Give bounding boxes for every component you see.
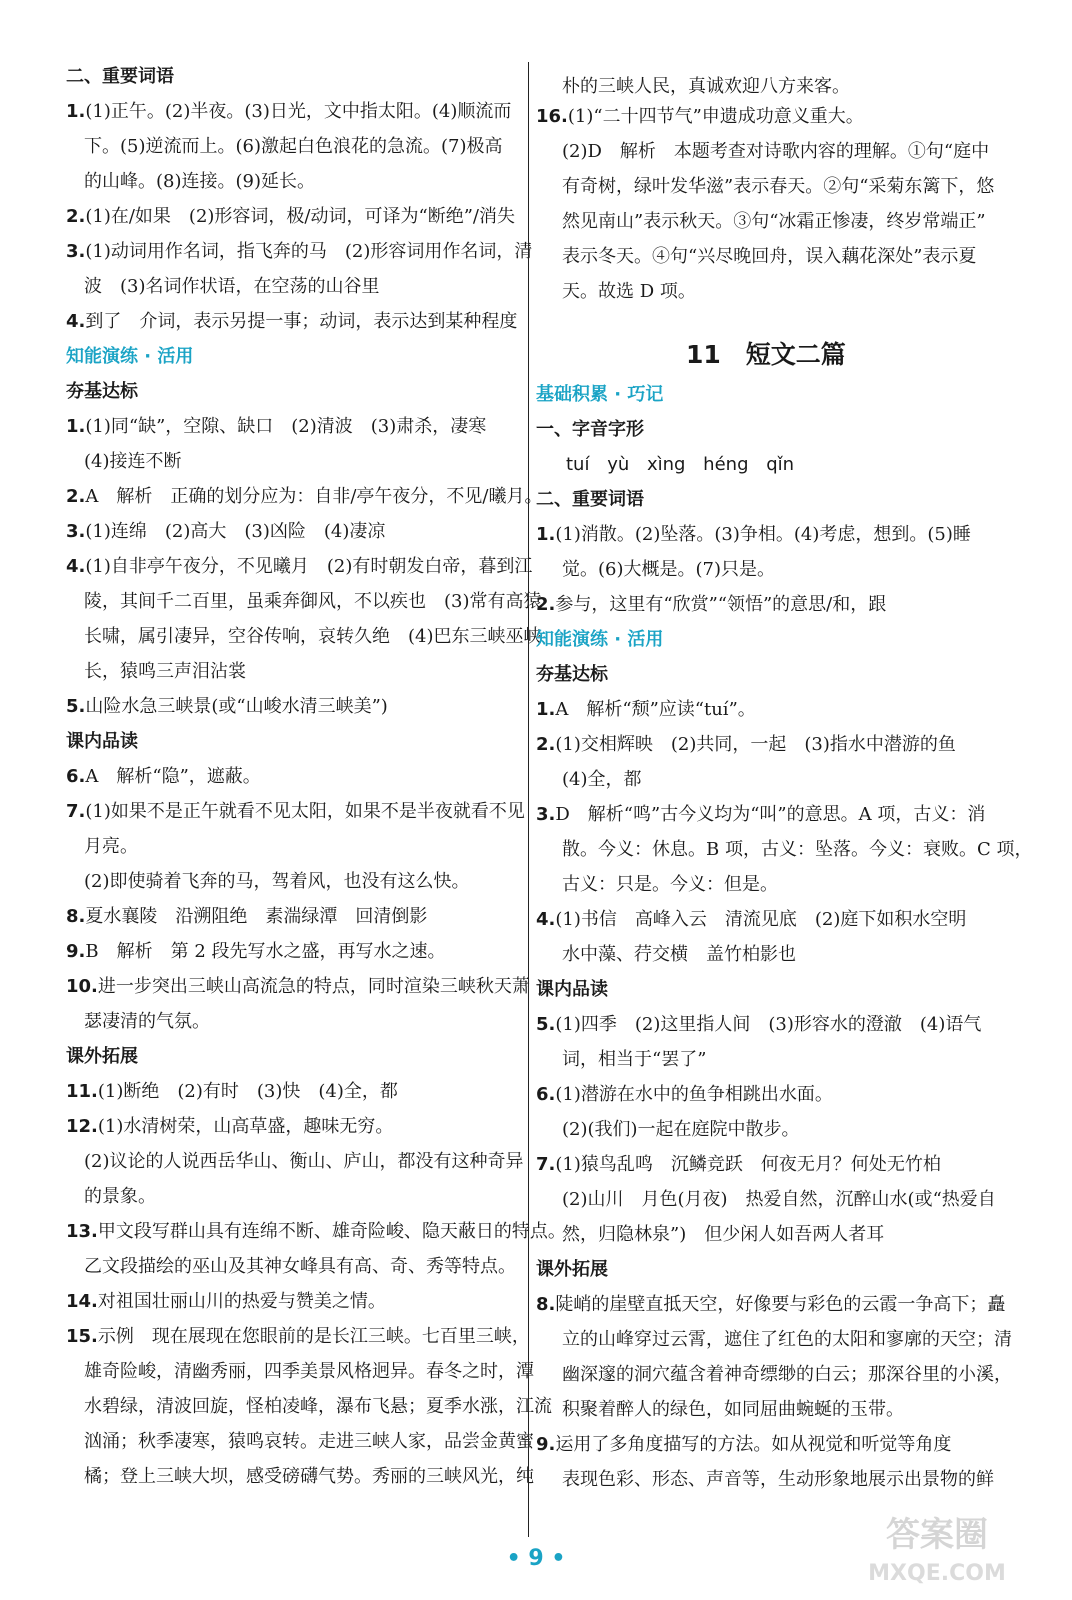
line-text: 运用了多角度描写的方法。如从视觉和听觉等角度	[555, 1434, 952, 1455]
answer-line	[66, 696, 388, 718]
line-text: 朴的三峡人民，真诚欢迎八方来客。	[562, 76, 850, 97]
section-banner	[536, 629, 663, 651]
answer-line	[84, 451, 182, 473]
line-text: 进一步突出三峡山高流急的特点，同时渲染三峡秋天萧	[97, 976, 530, 997]
line-text: 雄奇险峻，清幽秀丽，四季美景风格迥异。春冬之时，潭	[84, 1361, 534, 1382]
answer-line	[84, 1151, 524, 1173]
answer-line	[536, 1434, 951, 1456]
line-text: 山险水急三峡景(或“山峻水清三峡美”)	[85, 696, 388, 717]
question-number: 7.	[536, 1154, 556, 1175]
answer-line	[66, 101, 511, 123]
line-text: (1)潜游在水中的鱼争相跳出水面。	[555, 1084, 833, 1105]
line-text: 知能演练 · 活用	[536, 629, 664, 650]
line-text: (1)断绝 (2)有时 (3)快 (4)全，都	[97, 1081, 398, 1102]
answer-line	[562, 559, 775, 581]
line-text: 有奇树，绿叶发华滋”表示春天。②句“采菊东篱下，悠	[562, 176, 995, 197]
line-text: 课外拓展	[536, 1259, 608, 1280]
line-text: 二、重要词语	[66, 66, 174, 87]
line-text: (1)“二十四节气”申遗成功意义重大。	[567, 106, 864, 127]
answer-line	[84, 1466, 534, 1488]
question-number: 9.	[66, 941, 86, 962]
question-number: 5.	[66, 696, 86, 717]
line-text: 的景象。	[84, 1186, 156, 1207]
answer-line	[536, 909, 966, 931]
question-number: 4.	[536, 909, 556, 930]
line-text: (2)山川 月色(月夜) 热爱自然，沉醉山水(或“热爱自	[562, 1189, 996, 1210]
line-text: 11 短文二篇	[686, 340, 846, 369]
answer-line	[66, 556, 532, 578]
answer-line	[66, 416, 486, 438]
line-text: 积聚着醉人的绿色，如同屈曲蜿蜒的玉带。	[562, 1399, 904, 1420]
answer-line	[536, 524, 971, 546]
line-text: 幽深邃的洞穴蕴含着神奇缥缈的白云；那深谷里的小溪，	[562, 1364, 1012, 1385]
page-number: • 9 •	[506, 1546, 566, 1571]
line-text: 立的山峰穿过云霄，遮住了红色的太阳和寥廓的天空；清	[562, 1329, 1012, 1350]
line-text: (1)四季 (2)这里指人间 (3)形容水的澄澈 (4)语气	[555, 1014, 982, 1035]
answer-line	[562, 246, 976, 268]
answer-line	[84, 836, 138, 858]
line-text: tuí yù xìng héng qǐn	[566, 454, 795, 475]
line-text: 甲文段写群山具有连绵不断、雄奇险峻、隐天蔽日的特点。	[97, 1221, 566, 1242]
line-text: (2)D 解析 本题考查对诗歌内容的理解。①句“庭中	[562, 141, 990, 162]
line-text: 波 (3)名词作状语，在空荡的山谷里	[84, 276, 380, 297]
answer-line	[84, 1396, 552, 1418]
line-text: 夯基达标	[536, 664, 608, 685]
subheading	[66, 731, 138, 753]
line-text: 课外拓展	[66, 1046, 138, 1067]
line-text: 表示冬天。④句“兴尽晚回舟，误入藕花深处”表示夏	[562, 246, 977, 267]
line-text: (1)同“缺”，空隙、缺口 (2)清波 (3)肃杀，凄寒	[85, 416, 487, 437]
answer-line	[66, 906, 427, 928]
line-text: 二、重要词语	[536, 489, 644, 510]
line-text: 示例 现在展现在您眼前的是长江三峡。七百里三峡，	[97, 1326, 530, 1347]
question-number: 12.	[66, 1116, 98, 1137]
answer-line	[84, 591, 542, 613]
line-text: 水中藻、荇交横 盖竹柏影也	[562, 944, 796, 965]
question-number: 11.	[66, 1081, 98, 1102]
line-text: (1)消散。(2)坠落。(3)争相。(4)考虑，想到。(5)睡	[555, 524, 971, 545]
line-text: 课内品读	[536, 979, 608, 1000]
answer-line	[562, 1224, 884, 1246]
answer-line	[562, 1189, 996, 1211]
line-text: D 解析“鸣”古今义均为“叫”的意思。A 项，古义：消	[555, 804, 986, 825]
answer-line	[66, 521, 385, 543]
question-number: 7.	[66, 801, 86, 822]
line-text: 参与，这里有“欣赏”“领悟”的意思/和，跟	[555, 594, 887, 615]
line-text: 一、字音字形	[536, 419, 644, 440]
line-text: 夏水襄陵 沿溯阻绝 素湍绿潭 回清倒影	[85, 906, 428, 927]
answer-line	[84, 171, 315, 193]
answer-line	[562, 1364, 1012, 1386]
answer-line	[562, 211, 986, 233]
question-number: 2.	[536, 734, 556, 755]
answer-line	[562, 141, 989, 163]
line-text: A 解析“隐”，遮蔽。	[85, 766, 261, 787]
answer-line	[84, 871, 470, 893]
line-text: (1)连绵 (2)高大 (3)凶险 (4)凄凉	[85, 521, 386, 542]
question-number: 15.	[66, 1326, 98, 1347]
line-text: (2)即使骑着飞奔的马，驾着风，也没有这么快。	[84, 871, 470, 892]
subheading	[536, 664, 608, 686]
answer-line	[66, 1221, 566, 1243]
line-text: 水碧绿，清波回旋，怪柏凌峰，瀑布飞悬；夏季水涨，江流	[84, 1396, 552, 1417]
answer-line	[66, 766, 261, 788]
question-number: 6.	[66, 766, 86, 787]
line-text: 然见南山”表示秋天。③句“冰霜正惨凄，终岁常端正”	[562, 211, 986, 232]
line-text: 古义：只是。今义：但是。	[562, 874, 778, 895]
question-number: 2.	[536, 594, 556, 615]
question-number: 8.	[536, 1294, 556, 1315]
subheading	[536, 1259, 608, 1281]
line-text: (1)动词用作名词，指飞奔的马 (2)形容词用作名词，清	[85, 241, 533, 262]
question-number: 16.	[536, 106, 568, 127]
column-divider	[528, 62, 529, 1537]
question-number: 2.	[66, 206, 86, 227]
question-number: 1.	[536, 524, 556, 545]
answer-line	[562, 76, 850, 98]
line-text: 知能演练 · 活用	[66, 346, 194, 367]
answer-line	[536, 106, 864, 128]
answer-line	[566, 454, 794, 476]
line-text: B 解析 第 2 段先写水之盛，再写水之速。	[85, 941, 446, 962]
line-text: A 解析 正确的划分应为：自非/亭午夜分，不见/曦月。	[85, 486, 543, 507]
line-text: 的山峰。(8)连接。(9)延长。	[84, 171, 315, 192]
line-text: 然，归隐林泉”) 但少闲人如吾两人者耳	[562, 1224, 885, 1245]
line-text: 瑟凄清的气氛。	[84, 1011, 210, 1032]
answer-line	[536, 594, 886, 616]
line-text: 长，猿鸣三声泪沾裳	[84, 661, 246, 682]
answer-line	[536, 1294, 1005, 1316]
question-number: 10.	[66, 976, 98, 997]
section-banner	[536, 384, 663, 406]
answer-line	[66, 486, 543, 508]
answer-line	[562, 874, 778, 896]
line-text: 陡峭的崖壁直抵天空，好像要与彩色的云霞一争高下；矗	[555, 1294, 1006, 1315]
question-number: 5.	[536, 1014, 556, 1035]
line-text: 表现色彩、形态、声音等，生动形象地展示出景物的鲜	[562, 1469, 994, 1490]
question-number: 3.	[66, 241, 86, 262]
question-number: 4.	[66, 556, 86, 577]
line-text: (1)水清树荣，山高草盛，趣味无穷。	[97, 1116, 394, 1137]
line-text: (1)交相辉映 (2)共同，一起 (3)指水中潜游的鱼	[555, 734, 956, 755]
answer-line	[84, 1431, 534, 1453]
watermark-bottom-text: MXQE.COM	[868, 1561, 1006, 1586]
section-title	[686, 335, 846, 371]
line-text: 夯基达标	[66, 381, 138, 402]
subheading	[536, 419, 644, 441]
line-text: A 解析“颓”应读“tuí”。	[555, 699, 756, 720]
answer-line	[84, 1186, 156, 1208]
answer-line	[562, 944, 796, 966]
line-text: (1)在/如果 (2)形容词，极/动词，可译为“断绝”/消失	[85, 206, 515, 227]
subheading	[536, 489, 644, 511]
answer-line	[66, 311, 517, 333]
line-text: 乙文段描绘的巫山及其神女峰具有高、奇、秀等特点。	[84, 1256, 516, 1277]
line-text: 下。(5)逆流而上。(6)激起白色浪花的急流。(7)极高	[84, 136, 503, 157]
answer-line	[562, 1119, 800, 1141]
answer-line	[562, 176, 994, 198]
answer-line	[84, 661, 246, 683]
line-text: (2)议论的人说西岳华山、衡山、庐山，都没有这种奇异	[84, 1151, 524, 1172]
line-text: 陵，其间千二百里，虽乘奔御风，不以疾也 (3)常有高猿	[84, 591, 542, 612]
question-number: 13.	[66, 1221, 98, 1242]
answer-line	[84, 1256, 516, 1278]
line-text: (1)书信 高峰入云 清流见底 (2)庭下如积水空明	[555, 909, 967, 930]
line-text: 课内品读	[66, 731, 138, 752]
watermark-logo	[832, 1504, 1042, 1590]
answer-line	[84, 1361, 534, 1383]
line-text: (1)如果不是正午就看不见太阳，如果不是半夜就看不见	[85, 801, 525, 822]
answer-line	[84, 1011, 210, 1033]
subheading	[66, 381, 138, 403]
watermark-top-text: 答案圈	[886, 1515, 988, 1555]
answer-line	[562, 281, 696, 303]
line-text: 基础积累 · 巧记	[536, 384, 664, 405]
answer-line	[66, 801, 525, 823]
line-text: 天。故选 D 项。	[562, 281, 696, 302]
line-text: 长啸，属引凄异，空谷传响，哀转久绝 (4)巴东三峡巫峡	[84, 626, 542, 647]
line-text: 到了 介词，表示另提一事；动词，表示达到某种程度	[85, 311, 518, 332]
subheading	[66, 1046, 138, 1068]
answer-line	[536, 804, 985, 826]
answer-line	[536, 699, 756, 721]
answer-line	[66, 941, 446, 963]
question-number: 1.	[536, 699, 556, 720]
answer-line	[536, 1154, 941, 1176]
line-text: 月亮。	[84, 836, 138, 857]
answer-line	[536, 1084, 833, 1106]
subheading	[66, 66, 174, 88]
section-banner	[66, 346, 193, 368]
answer-line	[66, 241, 532, 263]
question-number: 3.	[536, 804, 556, 825]
question-number: 6.	[536, 1084, 556, 1105]
question-number: 9.	[536, 1434, 556, 1455]
line-text: (1)自非亭午夜分，不见曦月 (2)有时朝发白帝，暮到江	[85, 556, 533, 577]
answer-line	[66, 1291, 386, 1313]
answer-line	[84, 626, 542, 648]
answer-line	[562, 769, 642, 791]
answer-line	[562, 1399, 904, 1421]
question-number: 4.	[66, 311, 86, 332]
line-text: (2)(我们)一起在庭院中散步。	[562, 1119, 800, 1140]
question-number: 1.	[66, 416, 86, 437]
answer-line	[84, 276, 380, 298]
question-number: 1.	[66, 101, 86, 122]
subheading	[536, 979, 608, 1001]
question-number: 2.	[66, 486, 86, 507]
line-text: (4)全，都	[562, 769, 642, 790]
answer-line	[562, 1049, 706, 1071]
answer-line	[66, 1116, 393, 1138]
line-text: 汹涌；秋季凄寒，猿鸣哀转。走进三峡人家，品尝金黄蜜	[84, 1431, 534, 1452]
answer-line	[562, 1329, 1012, 1351]
answer-line	[562, 1469, 994, 1491]
answer-line	[84, 136, 503, 158]
answer-line	[66, 976, 530, 998]
line-text: 橘；登上三峡大坝，感受磅礴气势。秀丽的三峡风光，纯	[84, 1466, 534, 1487]
line-text: (4)接连不断	[84, 451, 182, 472]
answer-line	[66, 206, 515, 228]
answer-line	[562, 839, 1032, 861]
line-text: 觉。(6)大概是。(7)只是。	[562, 559, 775, 580]
line-text: 对祖国壮丽山川的热爱与赞美之情。	[97, 1291, 386, 1312]
answer-line	[66, 1326, 530, 1348]
question-number: 3.	[66, 521, 86, 542]
question-number: 14.	[66, 1291, 98, 1312]
line-text: 词，相当于“罢了”	[562, 1049, 707, 1070]
answer-line	[66, 1081, 398, 1103]
line-text: (1)猿鸟乱鸣 沉鳞竞跃 何夜无月？何处无竹柏	[555, 1154, 941, 1175]
line-text: 散。今义：休息。B 项，古义：坠落。今义：衰败。C 项，	[562, 839, 1033, 860]
answer-line	[536, 1014, 981, 1036]
question-number: 8.	[66, 906, 86, 927]
answer-line	[536, 734, 956, 756]
line-text: (1)正午。(2)半夜。(3)日光，文中指太阳。(4)顺流而	[85, 101, 512, 122]
